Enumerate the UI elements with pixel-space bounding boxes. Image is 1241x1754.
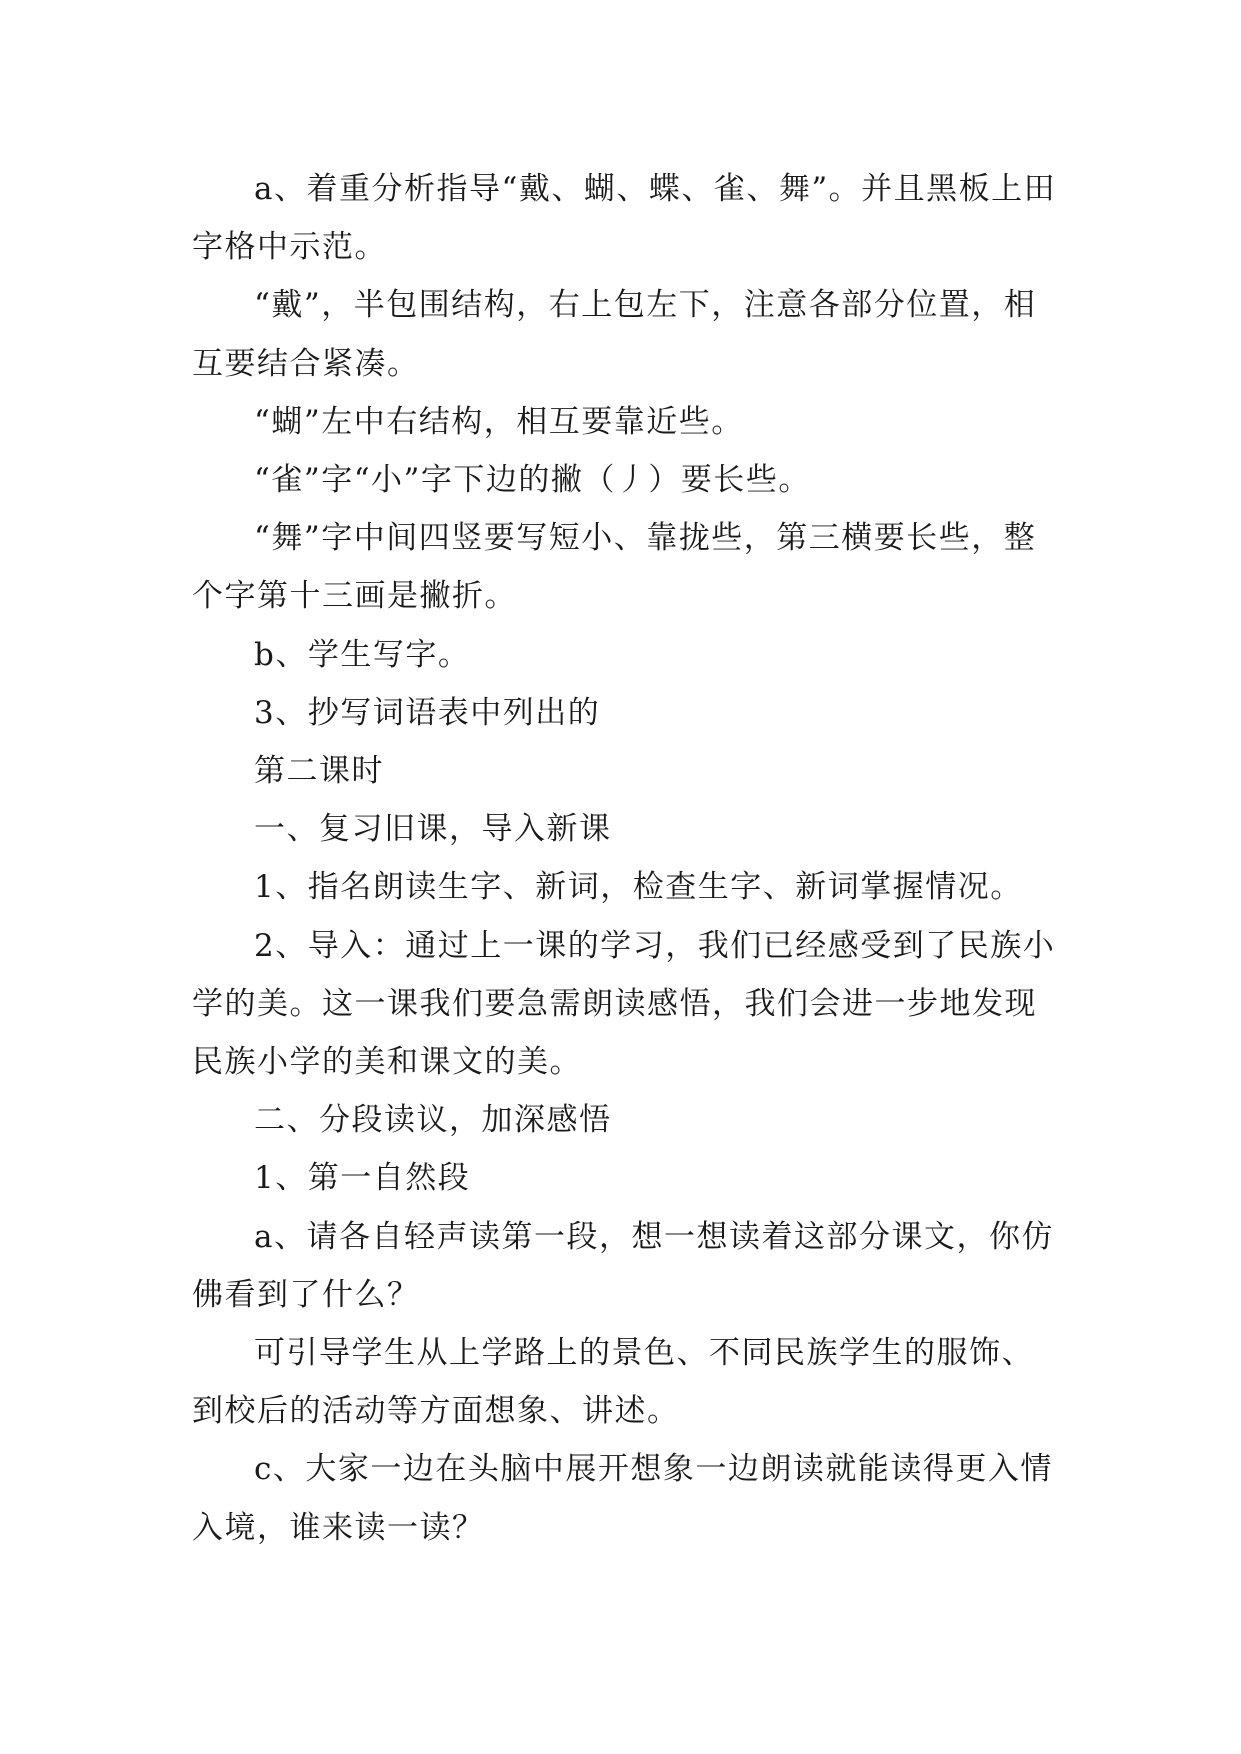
paragraph: “戴”，半包围结构，右上包左下，注意各部分位置，相互要结合紧凑。: [192, 287, 1037, 382]
paragraph: a、请各自轻声读第一段，想一想读着这部分课文，你仿佛看到了什么？: [192, 1218, 1054, 1313]
paragraph: “舞”字中间四竖要写短小、靠拢些，第三横要长些，整个字第十三画是撇折。: [192, 520, 1037, 615]
document-body: [192, 160, 1062, 1557]
paragraph: c、大家一边在头脑中展开想象一边朗读就能读得更入情入境，谁来读一读？: [192, 1451, 1053, 1546]
paragraph: “雀”字“小”字下边的撇（丿）要长些。: [254, 462, 811, 499]
paragraph: 2、导入：通过上一课的学习，我们已经感受到了民族小学的美。这一课我们要急需朗读感悟，我们会进一步地发现民族小学的美和课文的美。: [192, 927, 1056, 1081]
paragraph: 可引导学生从上学路上的景色、不同民族学生的服饰、到校后的活动等方面想象、讲述。: [192, 1335, 1034, 1430]
section-heading: 一、复习旧课，导入新课: [254, 811, 612, 848]
paragraph: 3、抄写词语表中列出的: [254, 694, 601, 731]
paragraph: b、学生写字。: [254, 636, 471, 673]
section-heading: 第二课时: [254, 753, 384, 790]
paragraph: 1、指名朗读生字、新词，检查生字、新词掌握情况。: [254, 869, 1023, 906]
paragraph: a、着重分析指导“戴、蝴、蝶、雀、舞”。并且黑板上田字格中示范。: [192, 171, 1057, 266]
paragraph: “蝴”左中右结构，相互要靠近些。: [254, 403, 744, 440]
section-heading: 二、分段读议，加深感悟: [254, 1102, 612, 1139]
paragraph: 1、第一自然段: [254, 1160, 471, 1197]
